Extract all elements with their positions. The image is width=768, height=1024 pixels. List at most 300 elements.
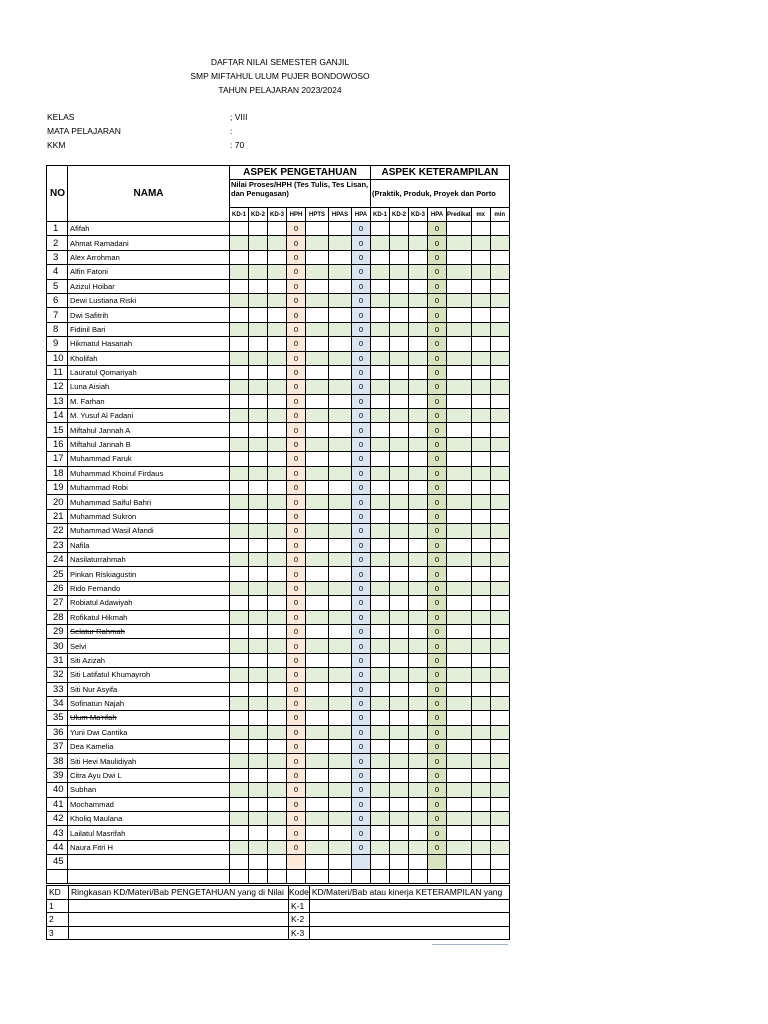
score-cell[interactable]: [268, 394, 287, 408]
score-cell[interactable]: [230, 293, 249, 307]
hpts-cell[interactable]: [306, 783, 329, 797]
hpas-cell[interactable]: [329, 423, 352, 437]
hpts-cell[interactable]: [306, 437, 329, 451]
score-cell[interactable]: [268, 495, 287, 509]
hpas-cell[interactable]: [329, 639, 352, 653]
skill-score-cell[interactable]: [371, 293, 390, 307]
summary-keterampilan-cell[interactable]: [309, 913, 509, 927]
score-cell[interactable]: [230, 855, 249, 869]
hpts-cell[interactable]: [306, 322, 329, 336]
hpas-cell[interactable]: [329, 855, 352, 869]
skill-score-cell[interactable]: [409, 696, 428, 710]
skill-score-cell[interactable]: [371, 322, 390, 336]
skill-score-cell[interactable]: [390, 696, 409, 710]
score-cell[interactable]: [249, 725, 268, 739]
skill-score-cell[interactable]: [409, 610, 428, 624]
hpts-cell[interactable]: [306, 365, 329, 379]
score-cell[interactable]: [268, 308, 287, 322]
score-cell[interactable]: [230, 682, 249, 696]
hpts-cell[interactable]: [306, 581, 329, 595]
score-cell[interactable]: [249, 538, 268, 552]
score-cell[interactable]: [249, 394, 268, 408]
hpts-cell[interactable]: [306, 610, 329, 624]
skill-score-cell[interactable]: [371, 812, 390, 826]
score-cell[interactable]: [268, 552, 287, 566]
skill-score-cell[interactable]: [390, 826, 409, 840]
skill-score-cell[interactable]: [409, 222, 428, 236]
score-cell[interactable]: [230, 437, 249, 451]
skill-score-cell[interactable]: [409, 797, 428, 811]
skill-score-cell[interactable]: [409, 351, 428, 365]
hpas-cell[interactable]: [329, 610, 352, 624]
score-cell[interactable]: [249, 236, 268, 250]
hpts-cell[interactable]: [306, 236, 329, 250]
score-cell[interactable]: [268, 826, 287, 840]
hpts-cell[interactable]: [306, 812, 329, 826]
skill-score-cell[interactable]: [390, 783, 409, 797]
skill-score-cell[interactable]: [409, 337, 428, 351]
skill-score-cell[interactable]: [371, 524, 390, 538]
score-cell[interactable]: [249, 610, 268, 624]
score-cell[interactable]: [230, 840, 249, 854]
score-cell[interactable]: [230, 610, 249, 624]
score-cell[interactable]: [268, 725, 287, 739]
skill-score-cell[interactable]: [390, 265, 409, 279]
score-cell[interactable]: [268, 639, 287, 653]
skill-score-cell[interactable]: [390, 337, 409, 351]
skill-score-cell[interactable]: [390, 322, 409, 336]
hpas-cell[interactable]: [329, 293, 352, 307]
skill-score-cell[interactable]: [409, 581, 428, 595]
score-cell[interactable]: [268, 740, 287, 754]
hpas-cell[interactable]: [329, 768, 352, 782]
skill-score-cell[interactable]: [371, 740, 390, 754]
score-cell[interactable]: [268, 423, 287, 437]
score-cell[interactable]: [230, 567, 249, 581]
score-cell[interactable]: [230, 783, 249, 797]
skill-score-cell[interactable]: [409, 653, 428, 667]
hpas-cell[interactable]: [329, 812, 352, 826]
score-cell[interactable]: [230, 409, 249, 423]
score-cell[interactable]: [230, 552, 249, 566]
score-cell[interactable]: [249, 466, 268, 480]
hpas-cell[interactable]: [329, 696, 352, 710]
score-cell[interactable]: [249, 855, 268, 869]
score-cell[interactable]: [230, 423, 249, 437]
skill-score-cell[interactable]: [371, 236, 390, 250]
skill-score-cell[interactable]: [409, 812, 428, 826]
score-cell[interactable]: [249, 481, 268, 495]
score-cell[interactable]: [249, 337, 268, 351]
hpts-cell[interactable]: [306, 222, 329, 236]
skill-score-cell[interactable]: [409, 509, 428, 523]
skill-score-cell[interactable]: [390, 279, 409, 293]
skill-score-cell[interactable]: [390, 293, 409, 307]
skill-score-cell[interactable]: [390, 538, 409, 552]
score-cell[interactable]: [249, 380, 268, 394]
skill-score-cell[interactable]: [409, 725, 428, 739]
hpas-cell[interactable]: [329, 495, 352, 509]
score-cell[interactable]: [249, 639, 268, 653]
hpts-cell[interactable]: [306, 624, 329, 638]
hpas-cell[interactable]: [329, 466, 352, 480]
hpas-cell[interactable]: [329, 581, 352, 595]
skill-score-cell[interactable]: [390, 768, 409, 782]
skill-score-cell[interactable]: [409, 409, 428, 423]
skill-score-cell[interactable]: [409, 567, 428, 581]
score-cell[interactable]: [249, 308, 268, 322]
summary-keterampilan-cell[interactable]: [309, 899, 509, 913]
hpts-cell[interactable]: [306, 509, 329, 523]
score-cell[interactable]: [268, 337, 287, 351]
score-cell[interactable]: [249, 797, 268, 811]
hpas-cell[interactable]: [329, 265, 352, 279]
summary-pengetahuan-cell[interactable]: [69, 899, 289, 913]
score-cell[interactable]: [249, 826, 268, 840]
skill-score-cell[interactable]: [390, 481, 409, 495]
hpas-cell[interactable]: [329, 826, 352, 840]
hpas-cell[interactable]: [329, 653, 352, 667]
skill-score-cell[interactable]: [409, 481, 428, 495]
skill-score-cell[interactable]: [409, 394, 428, 408]
skill-score-cell[interactable]: [409, 495, 428, 509]
skill-score-cell[interactable]: [390, 855, 409, 869]
skill-score-cell[interactable]: [390, 740, 409, 754]
skill-score-cell[interactable]: [409, 365, 428, 379]
skill-score-cell[interactable]: [371, 840, 390, 854]
skill-score-cell[interactable]: [409, 423, 428, 437]
skill-score-cell[interactable]: [390, 567, 409, 581]
skill-score-cell[interactable]: [409, 293, 428, 307]
score-cell[interactable]: [249, 351, 268, 365]
hpas-cell[interactable]: [329, 538, 352, 552]
skill-score-cell[interactable]: [371, 567, 390, 581]
skill-score-cell[interactable]: [390, 754, 409, 768]
skill-score-cell[interactable]: [371, 337, 390, 351]
skill-score-cell[interactable]: [409, 322, 428, 336]
skill-score-cell[interactable]: [371, 466, 390, 480]
hpts-cell[interactable]: [306, 552, 329, 566]
score-cell[interactable]: [230, 538, 249, 552]
score-cell[interactable]: [230, 236, 249, 250]
skill-score-cell[interactable]: [390, 581, 409, 595]
score-cell[interactable]: [230, 365, 249, 379]
score-cell[interactable]: [230, 754, 249, 768]
hpts-cell[interactable]: [306, 682, 329, 696]
score-cell[interactable]: [268, 711, 287, 725]
skill-score-cell[interactable]: [371, 668, 390, 682]
skill-score-cell[interactable]: [409, 768, 428, 782]
score-cell[interactable]: [230, 826, 249, 840]
skill-score-cell[interactable]: [390, 610, 409, 624]
skill-score-cell[interactable]: [390, 552, 409, 566]
skill-score-cell[interactable]: [371, 423, 390, 437]
skill-score-cell[interactable]: [409, 840, 428, 854]
hpas-cell[interactable]: [329, 365, 352, 379]
skill-score-cell[interactable]: [409, 265, 428, 279]
hpas-cell[interactable]: [329, 236, 352, 250]
skill-score-cell[interactable]: [371, 452, 390, 466]
hpas-cell[interactable]: [329, 452, 352, 466]
skill-score-cell[interactable]: [371, 380, 390, 394]
skill-score-cell[interactable]: [409, 639, 428, 653]
hpas-cell[interactable]: [329, 552, 352, 566]
hpts-cell[interactable]: [306, 639, 329, 653]
skill-score-cell[interactable]: [390, 653, 409, 667]
skill-score-cell[interactable]: [371, 768, 390, 782]
skill-score-cell[interactable]: [409, 783, 428, 797]
skill-score-cell[interactable]: [409, 668, 428, 682]
skill-score-cell[interactable]: [390, 711, 409, 725]
skill-score-cell[interactable]: [409, 740, 428, 754]
hpts-cell[interactable]: [306, 855, 329, 869]
hpas-cell[interactable]: [329, 567, 352, 581]
score-cell[interactable]: [268, 236, 287, 250]
hpas-cell[interactable]: [329, 524, 352, 538]
score-cell[interactable]: [230, 639, 249, 653]
hpas-cell[interactable]: [329, 222, 352, 236]
skill-score-cell[interactable]: [390, 308, 409, 322]
hpts-cell[interactable]: [306, 725, 329, 739]
score-cell[interactable]: [249, 596, 268, 610]
skill-score-cell[interactable]: [371, 279, 390, 293]
score-cell[interactable]: [230, 696, 249, 710]
skill-score-cell[interactable]: [371, 624, 390, 638]
score-cell[interactable]: [268, 380, 287, 394]
score-cell[interactable]: [230, 322, 249, 336]
hpts-cell[interactable]: [306, 380, 329, 394]
hpas-cell[interactable]: [329, 481, 352, 495]
hpas-cell[interactable]: [329, 840, 352, 854]
score-cell[interactable]: [268, 524, 287, 538]
hpas-cell[interactable]: [329, 308, 352, 322]
score-cell[interactable]: [268, 668, 287, 682]
score-cell[interactable]: [249, 581, 268, 595]
hpas-cell[interactable]: [329, 797, 352, 811]
score-cell[interactable]: [268, 365, 287, 379]
score-cell[interactable]: [268, 682, 287, 696]
skill-score-cell[interactable]: [371, 783, 390, 797]
score-cell[interactable]: [268, 322, 287, 336]
score-cell[interactable]: [268, 265, 287, 279]
skill-score-cell[interactable]: [409, 711, 428, 725]
score-cell[interactable]: [230, 481, 249, 495]
score-cell[interactable]: [249, 423, 268, 437]
score-cell[interactable]: [268, 279, 287, 293]
hpas-cell[interactable]: [329, 725, 352, 739]
skill-score-cell[interactable]: [390, 380, 409, 394]
score-cell[interactable]: [230, 279, 249, 293]
skill-score-cell[interactable]: [390, 351, 409, 365]
skill-score-cell[interactable]: [409, 754, 428, 768]
score-cell[interactable]: [249, 682, 268, 696]
score-cell[interactable]: [249, 754, 268, 768]
skill-score-cell[interactable]: [409, 538, 428, 552]
skill-score-cell[interactable]: [371, 696, 390, 710]
score-cell[interactable]: [268, 351, 287, 365]
skill-score-cell[interactable]: [390, 452, 409, 466]
hpas-cell[interactable]: [329, 322, 352, 336]
skill-score-cell[interactable]: [390, 624, 409, 638]
score-cell[interactable]: [249, 322, 268, 336]
score-cell[interactable]: [268, 812, 287, 826]
skill-score-cell[interactable]: [390, 509, 409, 523]
summary-pengetahuan-cell[interactable]: [69, 926, 289, 940]
score-cell[interactable]: [268, 754, 287, 768]
summary-keterampilan-cell[interactable]: [309, 926, 509, 940]
score-cell[interactable]: [230, 812, 249, 826]
score-cell[interactable]: [249, 452, 268, 466]
score-cell[interactable]: [249, 552, 268, 566]
score-cell[interactable]: [230, 495, 249, 509]
skill-score-cell[interactable]: [390, 437, 409, 451]
hpts-cell[interactable]: [306, 826, 329, 840]
skill-score-cell[interactable]: [371, 855, 390, 869]
score-cell[interactable]: [249, 365, 268, 379]
score-cell[interactable]: [230, 725, 249, 739]
score-cell[interactable]: [249, 567, 268, 581]
score-cell[interactable]: [249, 293, 268, 307]
hpts-cell[interactable]: [306, 279, 329, 293]
hpts-cell[interactable]: [306, 754, 329, 768]
skill-score-cell[interactable]: [390, 466, 409, 480]
skill-score-cell[interactable]: [371, 437, 390, 451]
hpts-cell[interactable]: [306, 696, 329, 710]
score-cell[interactable]: [268, 222, 287, 236]
score-cell[interactable]: [230, 768, 249, 782]
hpts-cell[interactable]: [306, 452, 329, 466]
hpas-cell[interactable]: [329, 380, 352, 394]
score-cell[interactable]: [268, 783, 287, 797]
hpas-cell[interactable]: [329, 711, 352, 725]
skill-score-cell[interactable]: [371, 754, 390, 768]
skill-score-cell[interactable]: [371, 222, 390, 236]
score-cell[interactable]: [230, 337, 249, 351]
skill-score-cell[interactable]: [409, 466, 428, 480]
skill-score-cell[interactable]: [371, 596, 390, 610]
skill-score-cell[interactable]: [371, 653, 390, 667]
score-cell[interactable]: [249, 279, 268, 293]
hpas-cell[interactable]: [329, 437, 352, 451]
score-cell[interactable]: [249, 409, 268, 423]
skill-score-cell[interactable]: [371, 538, 390, 552]
score-cell[interactable]: [268, 596, 287, 610]
score-cell[interactable]: [230, 222, 249, 236]
skill-score-cell[interactable]: [390, 725, 409, 739]
skill-score-cell[interactable]: [390, 365, 409, 379]
score-cell[interactable]: [268, 250, 287, 264]
score-cell[interactable]: [249, 265, 268, 279]
score-cell[interactable]: [230, 740, 249, 754]
skill-score-cell[interactable]: [371, 509, 390, 523]
hpts-cell[interactable]: [306, 524, 329, 538]
hpts-cell[interactable]: [306, 495, 329, 509]
score-cell[interactable]: [230, 581, 249, 595]
score-cell[interactable]: [230, 797, 249, 811]
hpts-cell[interactable]: [306, 409, 329, 423]
score-cell[interactable]: [249, 740, 268, 754]
skill-score-cell[interactable]: [409, 552, 428, 566]
skill-score-cell[interactable]: [409, 279, 428, 293]
skill-score-cell[interactable]: [409, 236, 428, 250]
skill-score-cell[interactable]: [409, 524, 428, 538]
skill-score-cell[interactable]: [409, 596, 428, 610]
skill-score-cell[interactable]: [371, 481, 390, 495]
skill-score-cell[interactable]: [390, 797, 409, 811]
score-cell[interactable]: [268, 452, 287, 466]
skill-score-cell[interactable]: [409, 452, 428, 466]
hpts-cell[interactable]: [306, 423, 329, 437]
score-cell[interactable]: [249, 222, 268, 236]
score-cell[interactable]: [230, 308, 249, 322]
hpts-cell[interactable]: [306, 466, 329, 480]
skill-score-cell[interactable]: [409, 380, 428, 394]
skill-score-cell[interactable]: [371, 610, 390, 624]
hpts-cell[interactable]: [306, 337, 329, 351]
score-cell[interactable]: [230, 351, 249, 365]
score-cell[interactable]: [230, 711, 249, 725]
score-cell[interactable]: [230, 596, 249, 610]
skill-score-cell[interactable]: [390, 394, 409, 408]
skill-score-cell[interactable]: [390, 682, 409, 696]
score-cell[interactable]: [268, 797, 287, 811]
score-cell[interactable]: [268, 581, 287, 595]
score-cell[interactable]: [249, 495, 268, 509]
score-cell[interactable]: [268, 466, 287, 480]
hpas-cell[interactable]: [329, 409, 352, 423]
hpas-cell[interactable]: [329, 279, 352, 293]
score-cell[interactable]: [230, 653, 249, 667]
score-cell[interactable]: [230, 509, 249, 523]
skill-score-cell[interactable]: [371, 265, 390, 279]
skill-score-cell[interactable]: [371, 365, 390, 379]
skill-score-cell[interactable]: [409, 437, 428, 451]
score-cell[interactable]: [230, 380, 249, 394]
hpts-cell[interactable]: [306, 740, 329, 754]
score-cell[interactable]: [268, 293, 287, 307]
score-cell[interactable]: [249, 653, 268, 667]
hpas-cell[interactable]: [329, 740, 352, 754]
skill-score-cell[interactable]: [371, 250, 390, 264]
summary-pengetahuan-cell[interactable]: [69, 913, 289, 927]
skill-score-cell[interactable]: [409, 855, 428, 869]
hpts-cell[interactable]: [306, 250, 329, 264]
score-cell[interactable]: [268, 653, 287, 667]
hpts-cell[interactable]: [306, 538, 329, 552]
hpts-cell[interactable]: [306, 668, 329, 682]
score-cell[interactable]: [268, 538, 287, 552]
score-cell[interactable]: [268, 624, 287, 638]
score-cell[interactable]: [249, 812, 268, 826]
hpts-cell[interactable]: [306, 308, 329, 322]
hpas-cell[interactable]: [329, 394, 352, 408]
score-cell[interactable]: [249, 250, 268, 264]
score-cell[interactable]: [230, 250, 249, 264]
score-cell[interactable]: [230, 394, 249, 408]
skill-score-cell[interactable]: [371, 581, 390, 595]
hpas-cell[interactable]: [329, 509, 352, 523]
hpas-cell[interactable]: [329, 351, 352, 365]
skill-score-cell[interactable]: [409, 826, 428, 840]
skill-score-cell[interactable]: [371, 826, 390, 840]
skill-score-cell[interactable]: [409, 250, 428, 264]
score-cell[interactable]: [249, 524, 268, 538]
skill-score-cell[interactable]: [371, 552, 390, 566]
hpts-cell[interactable]: [306, 567, 329, 581]
score-cell[interactable]: [249, 840, 268, 854]
hpts-cell[interactable]: [306, 596, 329, 610]
score-cell[interactable]: [230, 624, 249, 638]
